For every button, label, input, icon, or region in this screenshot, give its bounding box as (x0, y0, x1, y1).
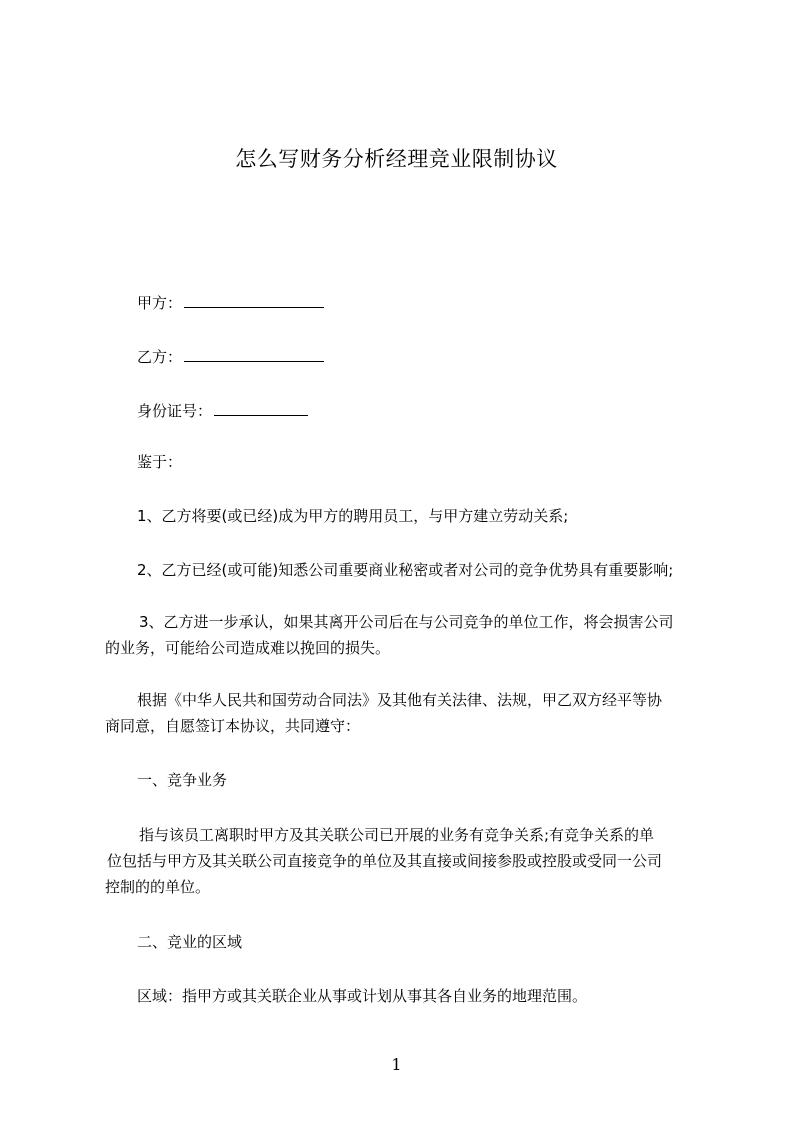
section-1-line-1: 指与该员工离职时甲方及其关联公司已开展的业务有竞争关系;有竞争关系的单 (139, 826, 655, 844)
id-number-field (137, 399, 308, 421)
id-number-blank (214, 399, 308, 416)
section-2-heading: 二、竞业的区域 (137, 933, 243, 951)
party-b-blank (184, 345, 324, 362)
whereas-label: 鉴于： (137, 453, 183, 471)
party-b-field (137, 345, 324, 367)
party-a-blank (184, 291, 324, 308)
recital-3-line-1: 3、乙方进一步承认，如果其离开公司后在与公司竞争的单位工作，将会损害公司 (139, 613, 674, 631)
section-1-heading: 一、竞争业务 (137, 771, 228, 789)
id-number-label: 身份证号： (137, 402, 213, 420)
document-title: 怎么写财务分析经理竞业限制协议 (235, 147, 558, 171)
basis-line-2: 商同意，自愿签订本协议，共同遵守： (105, 717, 361, 735)
recital-2: 2、乙方已经(或可能)知悉公司重要商业秘密或者对公司的竞争优势具有重要影响; (137, 561, 674, 579)
party-b-label: 乙方： (137, 348, 183, 366)
recital-3-line-2: 的业务，可能给公司造成难以挽回的损失。 (105, 639, 391, 657)
section-1-line-2: 位包括与甲方及其关联公司直接竞争的单位及其直接或间接参股或控股或受同一公司 (107, 852, 663, 870)
section-1-line-3: 控制的的单位。 (105, 878, 211, 896)
basis-line-1: 根据《中华人民共和国劳动合同法》及其他有关法律、法规，甲乙双方经平等协 (137, 691, 663, 709)
recital-1: 1、乙方将要(或已经)成为甲方的聘用员工，与甲方建立劳动关系; (137, 507, 569, 525)
section-2-text: 区域：指甲方或其关联企业从事或计划从事其各自业务的地理范围。 (137, 987, 588, 1005)
party-a-field (137, 291, 324, 313)
page-number: 1 (391, 1055, 402, 1074)
party-a-label: 甲方： (137, 294, 183, 312)
